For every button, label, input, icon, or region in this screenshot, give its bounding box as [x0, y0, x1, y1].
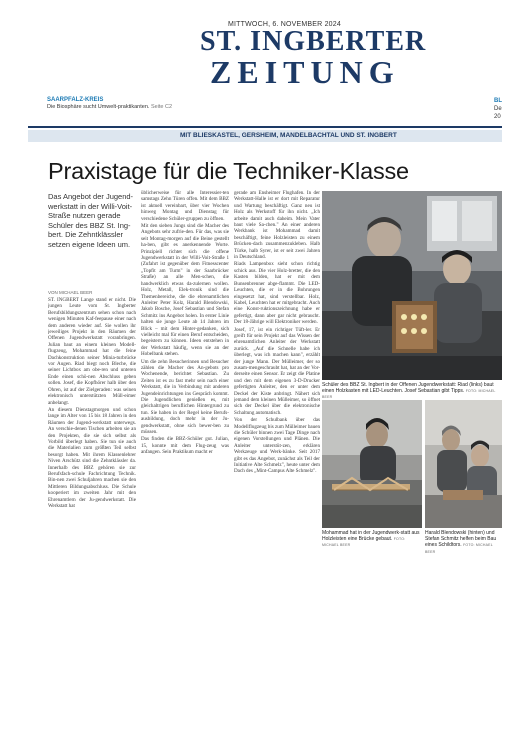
- photo-workshop-caption: [425, 530, 502, 555]
- paragraph: Riads Lampenbox sieht schon richtig schick aus. Die vier Holz-bretter, die den Kasten bilden, hat er mit dem Bunsenbrenner abge-flammt. Die LED-Leuchten, die er in die Bohrungen eingesetzt hat, sind verstellbar. Holz, Kabel, Leuchten hat er mitgebracht. Auch eine Konst-ruktionszeichnung habe er gefertigt, dann aber gar nicht gebraucht. Der 18-Jährige will Elektroniker werden.: [234, 261, 320, 326]
- article-byline: VON MICHAEL BEER: [48, 290, 93, 295]
- photo-main-caption: [322, 382, 502, 401]
- masthead-title-line2: ZEITUNG: [210, 54, 400, 90]
- issue-date: MITTWOCH, 6. NOVEMBER 2024: [228, 21, 341, 28]
- paragraph: Josef, 17, ist ein richtiger Tüft-ler. Er greift für sein Projekt auf das Wissen der ehrenamtlichen Anleiter der Werkstatt zurück. „Auf die Schnelle habe ich überlegt, was ich machen kann", erzählt der junge Mann. Der Mülleimer, der so zusam-mengeschraubt hat, hat an der Vor-derseite einen Sensor. Er zeigt die Platine und den mit dem eigenen 3-D-Drucker gefertigten Anleiter, den er unter dem Deckel der Kiste anbringt. Nähert sich jemand dem kleinen Mülleimer, so öffnet sich der Deckel über die elektronische Schaltung automatisch.: [234, 326, 320, 416]
- paragraph: üblicherweise für alle Interessier-ten samstags Zehn Türen offen. Mit dem BBZ ist aktuell vereinbart, über vier Wochen hinweg Montag und Dienstag für verschiedene Schüler-gruppen zu öffnen.: [141, 190, 229, 222]
- paragraph: An diesem Dienstagmorgen und schon lange im Alter von 15 bis 18 Jahren in den Räumen der Jugend-werkstatt unterwegs. An verschie-denen Tischen arbeiten sie an den Projekten, die sie sich selbst als Vorbild überlegt haben. Sie tun sie auch die Materialien zum größten Teil selbst besorgt haben. Mit ihrem Klassenlehrer Niven Arschütz sind die Zehntklässler da. Innerhalb des BBZ gehören sie zur Berufsfach-schule Fachrichtung Technik. Bin-nen zwei Schuljahren machen sie den Mittleren Bildungsabschluss. Die Schule kooperiert im zweiten Jahr mit den Ehrenamtlern der Ju-gendwerkstatt. Die Werkstatt hat: [48, 406, 136, 509]
- article-headline: Praxistage für die Techniker-Klasse: [48, 158, 409, 184]
- caption-text: Schüler des BBZ St. Ingbert in der Offenen Jugendwerkstatt: Riad (links) baut einen Holzkasten mit LED-Leuchten. Josef Sebastian gibt Tipps.: [322, 382, 494, 395]
- caption-text: Harald Blendowski (hinten) und Stefan Schmitz helfen beim Bau eines Schildtors.: [425, 530, 497, 549]
- photo-bridge-caption: [322, 530, 422, 549]
- paragraph: ST. INGBERT Lange stand er nicht. Die jungen Leute vom St. Ingberter Berufsbildungszentrum sehen schon nach wenigen Minuten Kaf-feepause einer nach dem anderen wieder auf. Sie wollen ihr jeweiliges Projekt in den Räumen der Offenen Jugendwerkstatt voranbringen. Julian baut an einem kleinen Modell-flugzeug, Mohammad hat die feine Dachkonstruktion seiner Minia-turbrücke vor Augen. Riad biegt noch Bleche, die seiner Lichtbox am obe-ren und unteren Ende einen schö-nen Abschluss geben sollen. Josef, die Kopfhörer halb über den Ohren, ist auf der Zielgeraden: was seinen elektronisch unterstützten Müll-eimer anbelangt.: [48, 297, 136, 406]
- paragraph: Von der Schulbank über das Modellflugzeug bis zum Mülleimer bauen die Schüler binnen zwei Tage Dinge nach eigenen Vorstellungen und Plänen. Die Anleiter unterstüt-zen, erklären Werkzeuge und Werk-bänke. Seit 2017 gibt es das Angebot, zunächst als Teil der Initiative Alte Schmelz", heute unter dem Dach des „Mint-Campus Alte Schmelz".: [234, 417, 320, 475]
- article-column-2: [141, 190, 229, 555]
- edge-line-2: De: [494, 106, 502, 112]
- masthead-title-line1: ST. INGBERTER: [200, 26, 427, 57]
- photo-bridge: [322, 400, 422, 528]
- masthead-subtitle: MIT BLIESKASTEL, GERSHEIM, MANDELBACHTAL UND ST. INGBERT: [180, 132, 397, 139]
- masthead-rule: [28, 126, 502, 128]
- article-column-1: [48, 297, 136, 555]
- teaser-text: Die Biosphäre sucht Umwelt-praktikanten.: [47, 104, 150, 110]
- caption-text: Mohammad hat in der Jugendwerk-statt aus Holzleisten eine Brücke gebaut.: [322, 530, 420, 543]
- teaser[interactable]: [47, 104, 182, 111]
- edge-line-1: BL: [494, 98, 502, 104]
- article-column-3: [234, 190, 320, 555]
- article-lede: Das Angebot der Jugend-werkstatt in der Willi-Voit-Straße nutzen gerade Schüler des BBZ St. Ing-bert. Die Zehntklässler setzen eigene Ideen um.: [48, 192, 134, 249]
- edge-teaser: [494, 97, 502, 121]
- photo-credit: FOTO: MICHAEL BEER: [425, 543, 493, 554]
- paragraph: Das finden die BBZ-Schüler gut. Julian, 15, konnte mit dem Flug-zeug was anfangen. Sein Praktikum macht er: [141, 436, 229, 456]
- teaser-region: SAARPFALZ-KREIS: [47, 97, 104, 103]
- photo-main: [322, 191, 502, 380]
- paragraph: Mit den sieben Jungs sind die Macher des Angebots sehr zufrie-den. Für das, was sie seit Montag-morgen auf die Beine gestellt ha-ben, gibt es anerkennende Worte. Prinzipiell richtet sich die offene Jugendwerkstatt in der Willi-Voit-Straße 1 (Zufahrt ist gegenüber dem Fitnesscenter „Topfit am Turm" in der Saarbrücker Straße) an alle Men-schen, die handwerklich etwas da-zulernen wollen. Holz, Metall, Elek-tronik sind die Themenbereiche, die die ehrenamtlichen Anleiter Peter Kolz, Harald Blendowski, Jakob Bosche, Josef Sebastian und Stefan Schmitz ins Angebot holen. In erster Linie halten sie junge Leute ab 14 Jahren im Blick – mit dem Hinter-gedanken, sich vielleicht mal für einen Beruf entscheiden, begeistern zu können. Ideen entstehen in der Werkstatt häufig, wenn sie an der Hobelbank stehen.: [141, 223, 229, 358]
- teaser-page-ref: Seite C2: [150, 104, 173, 110]
- paragraph: gerade am Ensheimer Flughafen. In der Werkstatt-Halle ist er dort mit Reparatur und Wartung beschäftigt. Ganz neu ist Holz als Werkstoff für ihn nicht. „Ich arbeite damit auch daheim. Mein Vater baut viele Sa-chen." An einer anderen Werkbank ist Mohammad damit beschäftigt, feine Holzleisten zu einem Brücken-dach zusammenzukleben. Halb Türke, halb Syrer, ist er seit zwei Jahren in Deutschland.: [234, 190, 320, 261]
- edge-line-3: 20: [494, 114, 501, 120]
- photo-credit: FOTO: MICHAEL BEER: [322, 389, 496, 400]
- photo-credit: FOTO: MICHAEL BEER: [322, 537, 406, 548]
- photo-workshop: [425, 400, 502, 528]
- paragraph: Um die zehn Besucherinnen und Besucher zählen die Macher des An-gebots pro Wochenende, berichtet Sebastian. Zu Zeiten ist es zu fast mehr sein nach einer Werkstatt, die in Verbindung mit anderen Jugendeinrichtungen ins Gespräch kommt. Die Jugendlichen genießen es, mit gleichaltrigen beruflichen Hintergrund zu tun. Sie haben in der Regel keine Berufs-ausbildung, doch mehr in der Ju-gendwerkstatt, ohne sich bewer-ben zu müssen.: [141, 358, 229, 436]
